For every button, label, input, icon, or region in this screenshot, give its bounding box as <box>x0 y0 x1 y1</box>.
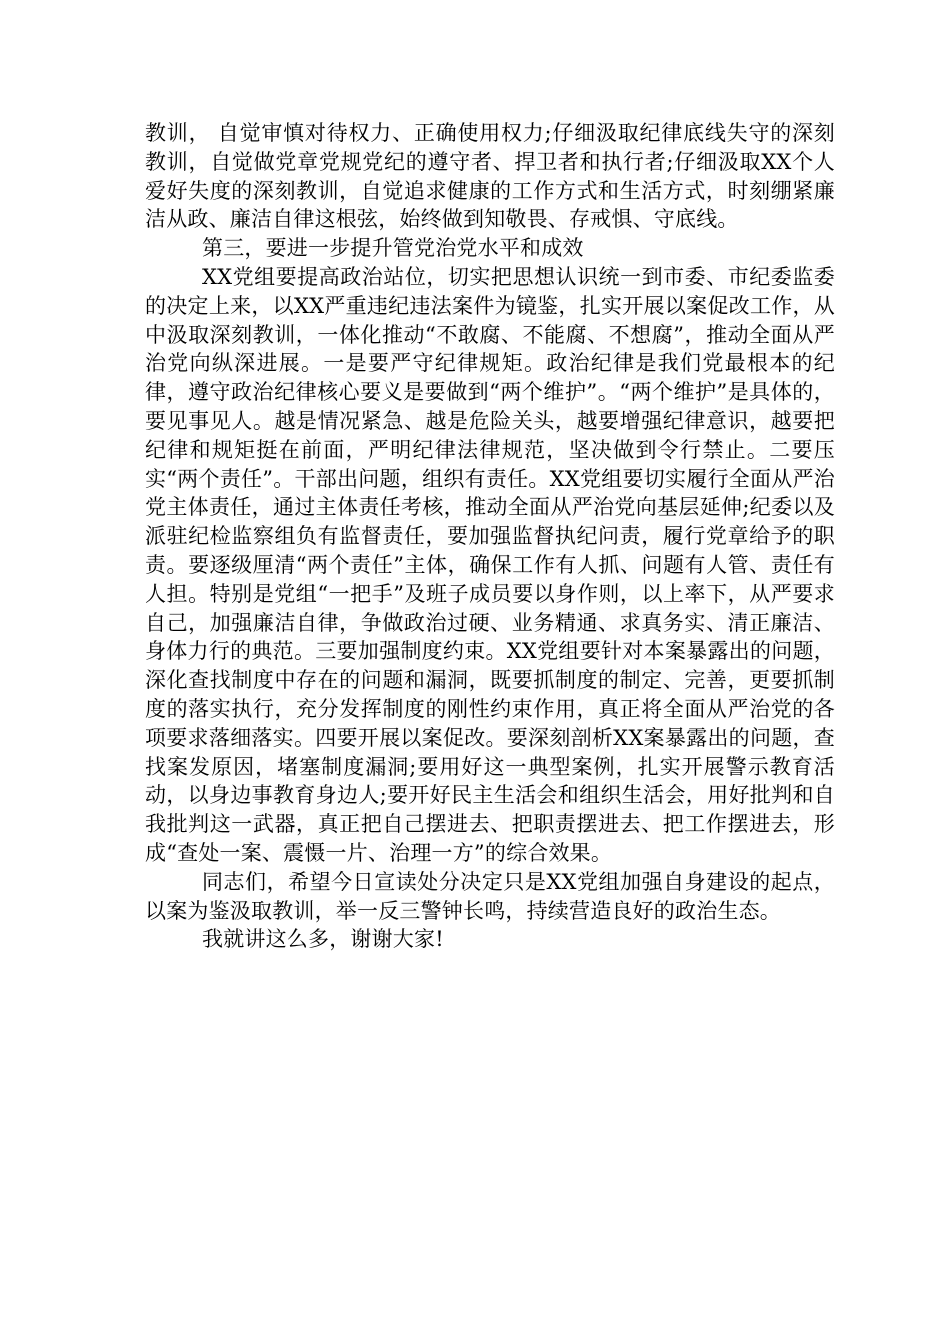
paragraph-discipline-lessons: 教训， 自觉审慎对待权力、正确使用权力;仔细汲取纪律底线失守的深刻教训，自觉做党章党规党纪的遵守者、捍卫者和执行者;仔细汲取XX个人爱好失度的深刻教训，自觉追求健康的工作方式和生活方式，时刻绷紧廉洁从政、廉洁自律这根弦，始终做到知敬畏、存戒惧、守底线。 <box>145 121 835 232</box>
document-body <box>145 119 835 954</box>
section-heading-third: 第三，要进一步提升管党治党水平和成效 <box>202 236 584 261</box>
paragraph-comrades-conclusion: 同志们，希望今日宣读处分决定只是XX党组加强自身建设的起点，以案为鉴汲取教训，举一反三警钟长鸣，持续营造良好的政治生态。 <box>145 869 835 923</box>
paragraph-party-governance: XX党组要提高政治站位，切实把思想认识统一到市委、市纪委监委的决定上来，以XX严重违纪违法案件为镜鉴，扎实开展以案促改工作，从中汲取深刻教训，一体化推动“不敢腐、不能腐、不想腐”，推动全面从严治党向纵深进展。一是要严守纪律规矩。政治纪律是我们党最根本的纪律，遵守政治纪律核心要义是要做到“两个维护”。“两个维护”是具体的，要见事见人。越是情况紧急、越是危险关头，越要增强纪律意识，越要把纪律和规矩挺在前面，严明纪律法律规范，坚决做到令行禁止。二要压实“两个责任”。干部出问题，组织有责任。XX党组要切实履行全面从严治党主体责任，通过主体责任考核，推动全面从严治党向基层延伸;纪委以及派驻纪检监察组负有监督责任，要加强监督执纪问责，履行党章给予的职责。要逐级厘清“两个责任”主体，确保工作有人抓、问题有人管、责任有人担。特别是党组“一把手”及班子成员要以身作则，以上率下，从严要求自己，加强廉洁自律，争做政治过硬、业务精通、求真务实、清正廉洁、身体力行的典范。三要加强制度约束。XX党组要针对本案暴露出的问题，深化查找制度中存在的问题和漏洞，既要抓制度的制定、完善，更要抓制度的落实执行，充分发挥制度的刚性约束作用，真正将全面从严治党的各项要求落细落实。四要开展以案促改。要深刻剖析XX案暴露出的问题，查找案发原因，堵塞制度漏洞;要用好这一典型案例，扎实开展警示教育活动，以身边事教育身边人;要开好民主生活会和组织生活会，用好批判和自我批判这一武器，真正把自己摆进去、把职责摆进去、把工作摆进去，形成“查处一案、震慑一片、治理一方”的综合效果。 <box>145 264 835 865</box>
paragraph-closing-thanks: 我就讲这么多，谢谢大家! <box>202 927 444 952</box>
